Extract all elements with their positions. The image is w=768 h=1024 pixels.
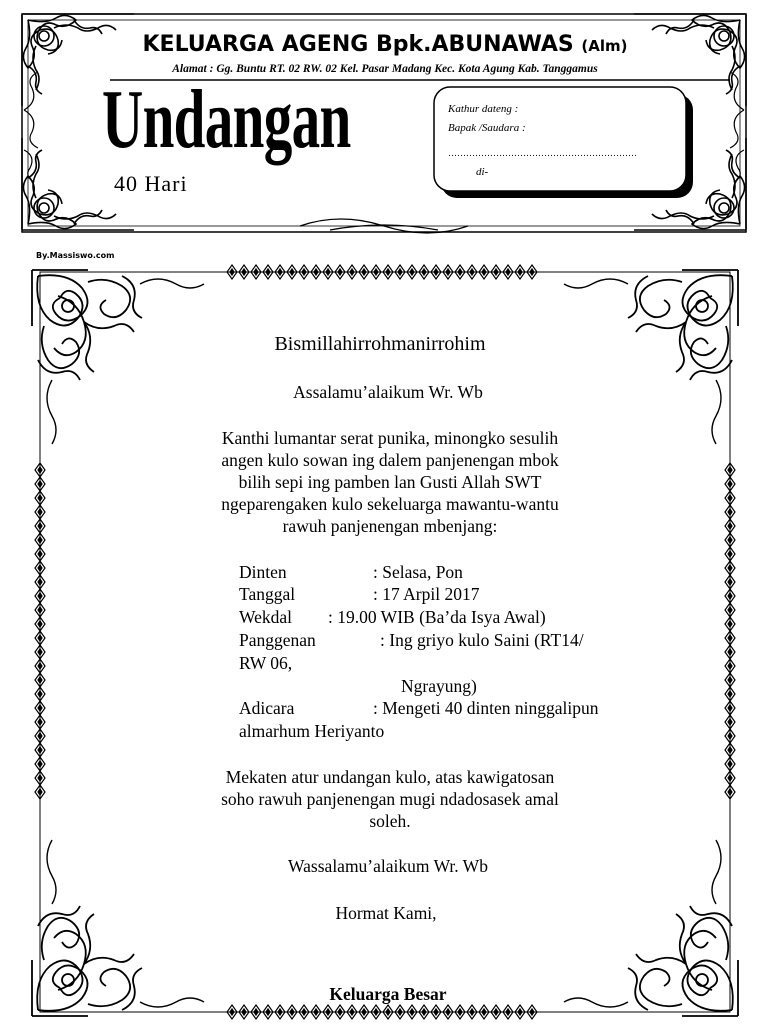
- recipient-dotted-line: ………………………………………………………: [448, 148, 637, 158]
- invitation-title: Undangan: [102, 73, 351, 166]
- signature-line: Keluarga Besar: [329, 984, 447, 1004]
- intro-line: bilih sepi ing pamben lan Gusti Allah SWT: [238, 472, 542, 492]
- place-continuation: RW 06,: [239, 653, 293, 673]
- opening-line: Bismillahirrohmanirrohim: [274, 333, 486, 355]
- closing-line: Mekaten atur undangan kulo, atas kawigatosan: [225, 767, 555, 787]
- family-address: Alamat : Gg. Buntu RT. 02 RW. 02 Kel. Pasar Madang Kec. Kota Agung Kab. Tanggamus: [172, 63, 598, 75]
- closing-paragraph: [0, 766, 768, 832]
- byline: By.Massiswo.com: [36, 251, 115, 260]
- farewell-line: Wassalamu’alaikum Wr. Wb: [288, 856, 488, 876]
- greeting-line: Assalamu’alaikum Wr. Wb: [293, 382, 483, 402]
- place-value: : Ing griyo kulo Saini (RT14/: [380, 630, 584, 650]
- closing-line: soho rawuh panjenengan mugi ndadosasek amal: [221, 789, 559, 809]
- intro-paragraph: [0, 427, 768, 537]
- recipient-label: Kathur dateng :: [448, 103, 519, 115]
- closing-line: soleh.: [369, 811, 411, 831]
- day-label: Dinten: [239, 562, 287, 582]
- intro-line: Kanthi lumantar serat punika, minongko sesulih: [221, 428, 559, 448]
- time-label: Wekdal: [239, 607, 293, 627]
- regards-line: Hormat Kami,: [335, 903, 437, 923]
- recipient-location-label: di-: [476, 166, 489, 178]
- invitation-subtitle: 40 Hari: [114, 171, 188, 196]
- time-value: : 19.00 WIB (Ba’da Isya Awal): [328, 607, 546, 627]
- intro-line: angen kulo sowan ing dalem panjenengan mbok: [221, 450, 559, 470]
- intro-line: rawuh panjenengan mbenjang:: [282, 516, 498, 536]
- intro-line: ngeparengaken kulo sekeluarga mawantu-wantu: [221, 494, 559, 514]
- place-continuation-2: Ngrayung): [401, 676, 477, 696]
- day-value: : Selasa, Pon: [373, 562, 463, 582]
- date-value: : 17 Arpil 2017: [373, 584, 480, 604]
- event-value: : Mengeti 40 dinten ninggalipun: [373, 698, 599, 718]
- event-label: Adicara: [239, 698, 295, 718]
- recipient-name-label: Bapak /Saudara :: [448, 122, 526, 134]
- date-label: Tanggal: [239, 584, 296, 604]
- event-continuation: almarhum Heriyanto: [239, 721, 385, 741]
- family-suffix: (Alm): [581, 37, 628, 55]
- place-label: Panggenan: [239, 630, 316, 650]
- family-name: KELUARGA AGENG Bpk.ABUNAWAS: [142, 32, 574, 57]
